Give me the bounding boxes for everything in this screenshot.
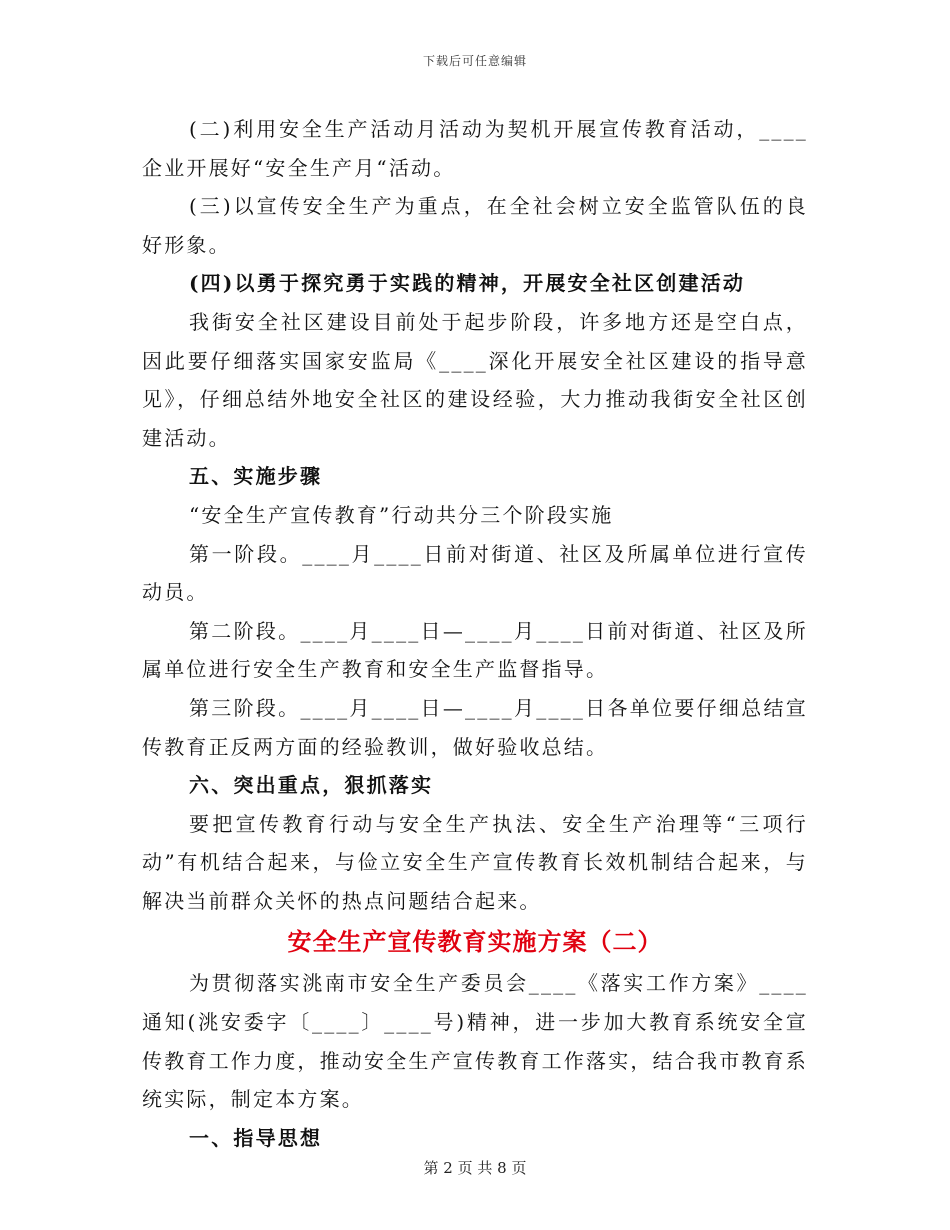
- paragraph-community-building: 我街安全社区建设目前处于起步阶段，许多地方还是空白点，因此要仔细落实国家安监局《____深化开展安全社区建设的指导意见》，仔细总结外地安全社区的建设经验，大力推动我街安全社区创建活动。: [142, 309, 808, 450]
- paragraph-focus: 要把宣传教育行动与安全生产执法、安全生产治理等“三项行动”有机结合起来，与俭立安全生产宣传教育长效机制结合起来，与解决当前群众关怀的热点问题结合起来。: [142, 811, 808, 913]
- document-title: 安全生产宣传教育实施方案（二）: [287, 927, 663, 957]
- paragraph-item-2: (二)利用安全生产活动月活动为契机开展宣传教育活动，____企业开展好“安全生产月“活动。: [142, 117, 808, 180]
- paragraph-three-stages: “安全生产宣传教育”行动共分三个阶段实施: [189, 502, 614, 527]
- section-heading-guiding-thought: 一、指导思想: [189, 1125, 323, 1150]
- page-number-footer: 第 2 页 共 8 页: [423, 1159, 527, 1177]
- paragraph-stage-1: 第一阶段。____月____日前对街道、社区及所属单位进行宣传动员。: [142, 541, 808, 605]
- paragraph-item-3: (三)以宣传安全生产为重点，在全社会树立安全监管队伍的良好形象。: [142, 194, 808, 257]
- paragraph-stage-2: 第二阶段。____月____日—____月____日前对街道、社区及所属单位进行安全生产教育和安全生产监督指导。: [142, 618, 808, 682]
- paragraph-intro: 为贯彻落实洮南市安全生产委员会____《落实工作方案》____通知(洮安委字〔____〕____号)精神，进一步加大教育系统安全宣传教育工作力度，推动安全生产宣传教育工作落实，结合我市教育系统实际，制定本方案。: [142, 971, 808, 1112]
- paragraph-stage-3: 第三阶段。____月____日—____月____日各单位要仔细总结宣传教育正反两方面的经验教训，做好验收总结。: [142, 695, 808, 759]
- section-heading-focus: 六、突出重点，狠抓落实: [189, 773, 434, 798]
- page-header-note: 下载后可任意编辑: [422, 54, 527, 68]
- section-heading-steps: 五、实施步骤: [189, 464, 323, 489]
- document-body: [142, 110, 808, 1157]
- section-heading-4: (四)以勇于探究勇于实践的精神，开展安全社区创建活动: [189, 271, 746, 296]
